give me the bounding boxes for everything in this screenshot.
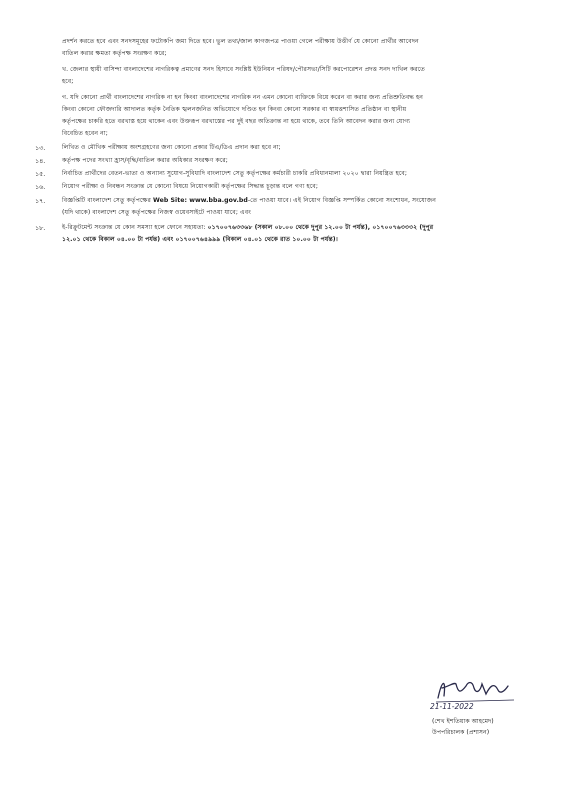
clause-ga-line: কিংবা কোনো ফৌজদারি আদালত কর্তৃক নৈতিক স্খলনজনিত অভিযোগে দণ্ডিত হন কিংবা কোনো সরকার বা স্বায়ত্তশাসিত প্রতিষ্ঠান বা স্থানীয় <box>62 106 407 113</box>
item-number: ১৩. <box>35 144 46 152</box>
item-number: ১৮. <box>35 224 46 232</box>
paragraph-line: প্রদর্শন করতে হবে এবং সনদসমূহের ফটোকপি জমা দিতে হবে। ভুল তথ্য/জাল কাগজপত্র পাওয়া গেলে পরীক্ষায় উত্তীর্ণ যে কোনো প্রার্থীর আবেদন <box>62 38 419 45</box>
handwritten-signature <box>420 672 540 706</box>
clause-kha-line: খ. জেলার স্থায়ী বাসিন্দা বাংলাদেশের নাগরিকত্ব প্রমাণের সনদ হিসাবে সংশ্লিষ্ট ইউনিয়ন পরিষদ/পৌরসভা/সিটি করপোরেশন প্রদত্ত সনদ দাখিল করতে <box>62 66 425 73</box>
item-text-pre: বিজ্ঞপ্তিটি বাংলাদেশ সেতু কর্তৃপক্ষের <box>62 197 153 204</box>
signature-date: 21-11-2022 <box>430 702 474 711</box>
item-text <box>62 224 433 232</box>
website-link[interactable]: Web Site: www.bba.gov.bd <box>152 197 248 204</box>
helpline-numbers: ০১৭০০৭৬৩৩৬৮ (সকাল ০৮.০০ থেকে দুপুর ১২.০০ টা পর্যন্ত), ০১৭০০৭৬৩৩৩২ (দুপুর <box>207 224 434 231</box>
item-text-post: -তে পাওয়া যাবে। এই নিয়োগ বিজ্ঞপ্তি সম্পর্কিত কোনো সংশোধন, সংযোজন <box>247 197 437 204</box>
clause-kha-line: হবে; <box>62 78 74 85</box>
helpline-numbers: ১২.০১ থেকে বিকাল ০৪.০০ টা পর্যন্ত) এবং ০১৭০০৭৬৪৯৯৯ (বিকাল ০৪.০১ থেকে রাত ১০.০০ টা পর্যন্ত)। <box>62 236 338 243</box>
item-text: লিখিত ও মৌখিক পরীক্ষায় অংশগ্রহণের জন্য কোনো প্রকার টিএ/ডিএ প্রদান করা হবে না; <box>62 144 281 151</box>
item-number: ১৬. <box>35 183 46 191</box>
item-number: ১৭. <box>35 197 46 205</box>
item-text: কর্তৃপক্ষ পদের সংখ্যা হ্রাস/বৃদ্ধি/বাতিল করার অধিকার সংরক্ষণ করে; <box>62 157 228 164</box>
item-number: ১৪. <box>35 157 46 165</box>
item-number: ১৫. <box>35 170 46 178</box>
signatory-name: (শেখ ইশতিয়াক আহমেদ) <box>432 718 494 725</box>
item-text-pre: ই-রিক্রুটমেন্ট সংক্রান্ত যে কোন সমস্যা হলে ফোনে সহায়তা: <box>62 224 208 231</box>
item-text: নির্বাচিত প্রার্থীদের বেতন-ভাতা ও অন্যান্য সুযোগ-সুবিধাদি বাংলাদেশ সেতু কর্তৃপক্ষের কর্মচারী চাকরি প্রবিধানমালা ২০২০ দ্বারা নিয়ন্ত্রিত হবে; <box>62 170 408 177</box>
item-text <box>62 197 436 205</box>
signatory-title: উপপরিচালক (প্রশাসন) <box>432 729 490 736</box>
clause-ga-line: বিবেচিত হবেন না; <box>62 130 108 137</box>
clause-ga-line: কর্তৃপক্ষের চাকরি হতে বরখাস্ত হয়ে থাকেন এবং উক্তরূপ বরখাস্তের পর দুই বছর অতিক্রান্ত না হয়ে থাকে, তবে তিনি আবেদন করার জন্য যোগ্য <box>62 118 411 125</box>
clause-ga-line: গ. যদি কোনো প্রার্থী বাংলাদেশের নাগরিক না হন কিংবা বাংলাদেশের নাগরিক নন এমন কোনো ব্যক্তিকে বিয়ে করেন বা করার জন্য প্রতিশ্রুতিবদ্ধ হন <box>62 94 424 101</box>
item-text: নিয়োগ পরীক্ষা ও নিবন্ধন সংক্রান্ত যে কোনো বিষয়ে নিয়োগকারী কর্তৃপক্ষের সিদ্ধান্ত চূড়ান্ত বলে গণ্য হবে; <box>62 183 318 190</box>
item-text: (যদি থাকে) বাংলাদেশ সেতু কর্তৃপক্ষের নিজস্ব ওয়েবসাইটে পাওয়া যাবে; এবং <box>62 209 251 216</box>
paragraph-line: বাতিল করার ক্ষমতা কর্তৃপক্ষ সংরক্ষণ করে; <box>62 50 167 57</box>
